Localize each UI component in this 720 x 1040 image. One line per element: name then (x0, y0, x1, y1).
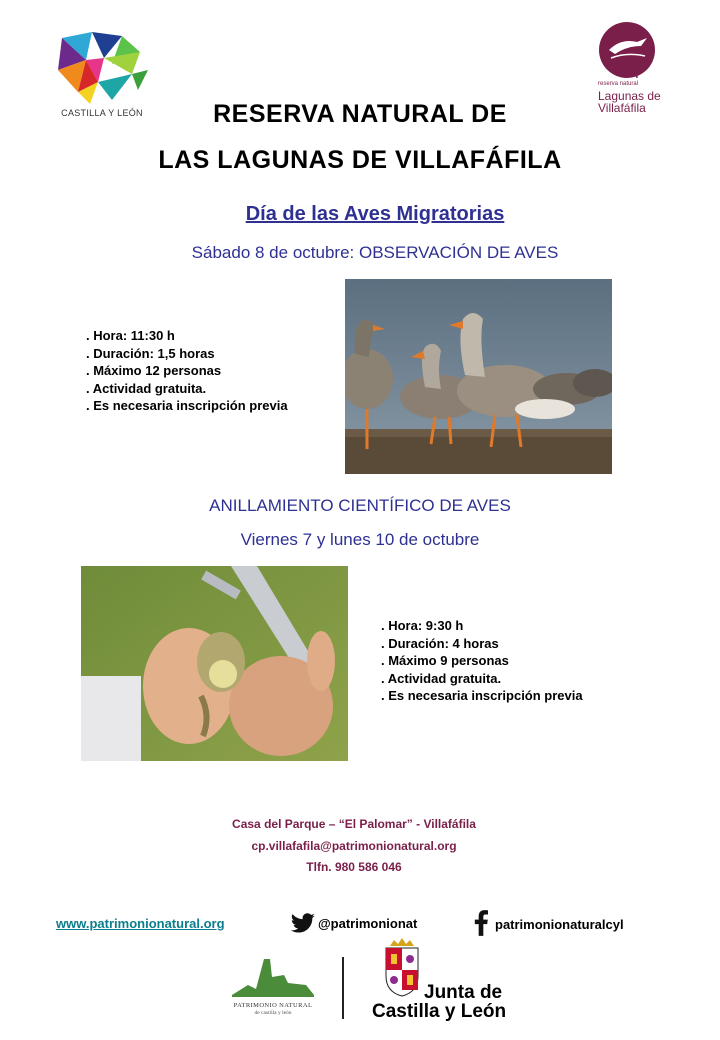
junta-logo-line2: Castilla y León (372, 1001, 507, 1022)
event1-date-line: Sábado 8 de octubre: OBSERVACIÓN DE AVES (191, 243, 559, 262)
geese-photo (345, 279, 612, 474)
event2-detail-gratuita: . Actividad gratuita. (381, 670, 502, 686)
patrimonio-natural-logo-mark (228, 955, 318, 1001)
lagunas-logo-line1: Lagunas de (598, 89, 661, 103)
event2-details (381, 617, 583, 705)
event1-detail-hora: . Hora: 11:30 h (86, 328, 175, 343)
event2-detail-hora: . Hora: 9:30 h (381, 618, 464, 633)
castilla-leon-logo-text: CASTILLA Y LEÓN (61, 108, 143, 118)
footer-divider (342, 957, 344, 1019)
junta-coat-of-arms (382, 938, 422, 998)
contact-phone: Tlfn. 980 586 046 (306, 860, 402, 874)
junta-logo-line1: Junta de (424, 982, 503, 1003)
event1-title: Día de las Aves Migratorias (245, 203, 505, 225)
event1-details (86, 327, 288, 415)
event2-detail-inscripcion: . Es necesaria inscripción previa (381, 688, 583, 703)
patrimonio-natural-logo (228, 955, 318, 1020)
lagunas-logo-line2: Villafáfila (598, 101, 646, 115)
event2-date-line: Viernes 7 y lunes 10 de octubre (240, 530, 480, 549)
contact-place: Casa del Parque – “El Palomar” - Villafáfila (232, 817, 476, 831)
event2-detail-maximo: . Máximo 9 personas (381, 653, 509, 668)
event1-detail-gratuita: . Actividad gratuita. (86, 380, 207, 396)
page-title-line1: RESERVA NATURAL DE (213, 100, 507, 128)
patrimonio-natural-line1: PATRIMONIO NATURAL (233, 1002, 313, 1009)
event1-detail-duracion: . Duración: 1,5 horas (86, 345, 215, 361)
facebook-icon[interactable] (474, 910, 488, 936)
website-link[interactable]: www.patrimonionatural.org (56, 916, 225, 931)
junta-castilla-leon-logo (370, 938, 520, 1028)
event2-detail-duracion: . Duración: 4 horas (381, 635, 499, 651)
patrimonio-natural-line2: de castilla y león (254, 1010, 292, 1016)
page-title-line2: LAS LAGUNAS DE VILLAFÁFILA (158, 146, 562, 174)
castilla-leon-logo-mark (52, 30, 152, 106)
twitter-handle[interactable]: @patrimonionat (318, 916, 418, 931)
event2-title: ANILLAMIENTO CIENTÍFICO DE AVES (209, 496, 511, 515)
event1-detail-maximo: . Máximo 12 personas (86, 363, 222, 378)
contact-email[interactable]: cp.villafafila@patrimonionatural.org (251, 839, 457, 853)
lagunas-logo-mark (597, 20, 657, 80)
event1-detail-inscripcion: . Es necesaria inscripción previa (86, 398, 288, 413)
lagunas-logo-small-text: reserva natural (598, 81, 639, 87)
facebook-handle[interactable]: patrimonionaturalcyl (495, 917, 624, 932)
twitter-icon[interactable] (290, 913, 316, 935)
bird-ringing-photo (81, 566, 348, 761)
